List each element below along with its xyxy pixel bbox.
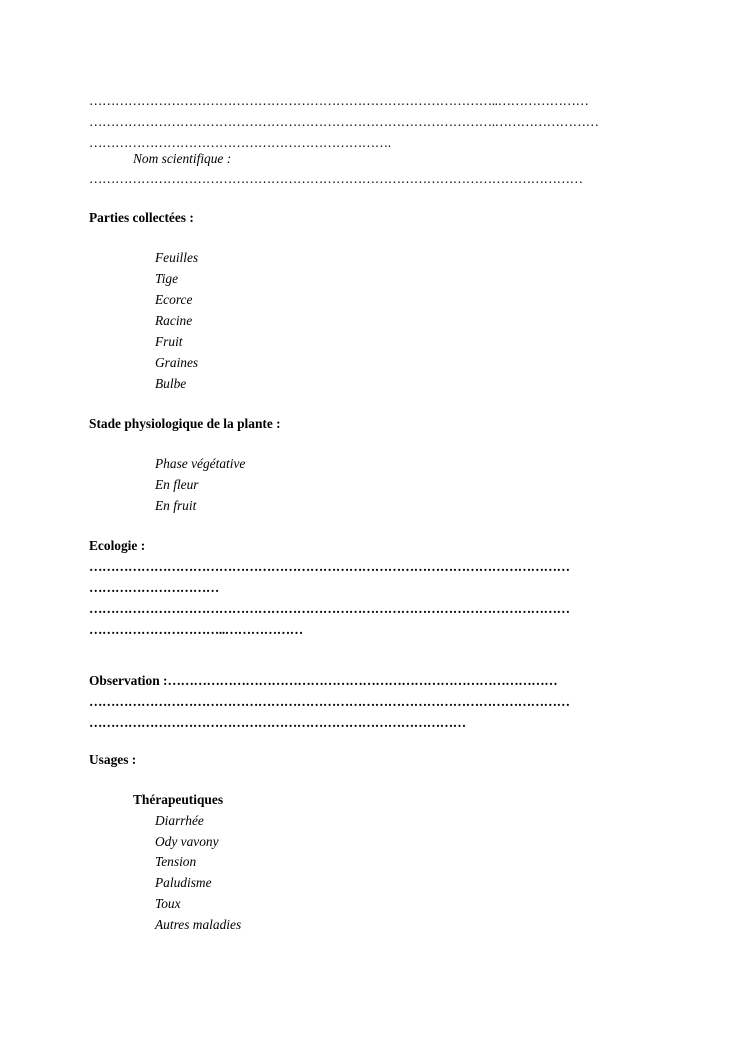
parties-item: Bulbe	[155, 376, 187, 391]
usage-item: Paludisme	[155, 875, 212, 890]
usage-item: Ody vavony	[155, 834, 219, 849]
stade-item: En fruit	[155, 498, 197, 513]
stade-item: En fleur	[155, 477, 199, 492]
scientific-name-line: ……………………………………………………………………………………………………	[89, 171, 583, 186]
usages-heading: Usages :	[89, 752, 137, 767]
stade-item: Phase végétative	[155, 456, 246, 471]
usage-item: Autres maladies	[155, 917, 242, 932]
observation-line-1	[89, 670, 557, 691]
scientific-name-label: Nom scientifique :	[133, 151, 232, 166]
usage-item: Diarrhée	[155, 813, 204, 828]
parties-item: Graines	[155, 355, 199, 370]
parties-heading: Parties collectées :	[89, 210, 194, 225]
stade-heading: Stade physiologique de la plante :	[89, 416, 281, 431]
observation-line-2: …………………………………………………………………………………………………	[89, 694, 570, 709]
usage-item: Tension	[155, 854, 197, 869]
parties-item: Fruit	[155, 334, 183, 349]
top-dotted-line-3: …………………………………………………………….	[89, 135, 391, 150]
usage-item: Toux	[155, 896, 181, 911]
top-dotted-line-1: …………………………………………………………………………………..…………………	[89, 93, 589, 108]
observation-dots: ………………………………………………………………………………	[167, 673, 558, 688]
parties-item: Racine	[155, 313, 193, 328]
observation-heading: Observation :	[89, 673, 168, 688]
ecologie-line-3: …………………………………………………………………………………………………	[89, 601, 570, 616]
ecologie-line-4: …………………………..………………	[89, 622, 303, 637]
ecologie-line-2: …………………………	[89, 580, 219, 595]
parties-item: Tige	[155, 271, 179, 286]
therapeutiques-heading: Thérapeutiques	[133, 792, 224, 807]
parties-item: Ecorce	[155, 292, 193, 307]
ecologie-heading: Ecologie :	[89, 538, 146, 553]
ecologie-line-1: …………………………………………………………………………………………………	[89, 559, 570, 574]
observation-line-3: ……………………………………………………………………………	[89, 715, 466, 730]
parties-item: Feuilles	[155, 250, 199, 265]
top-dotted-line-2: ………………………………………………………………………………….……………………	[89, 114, 599, 129]
